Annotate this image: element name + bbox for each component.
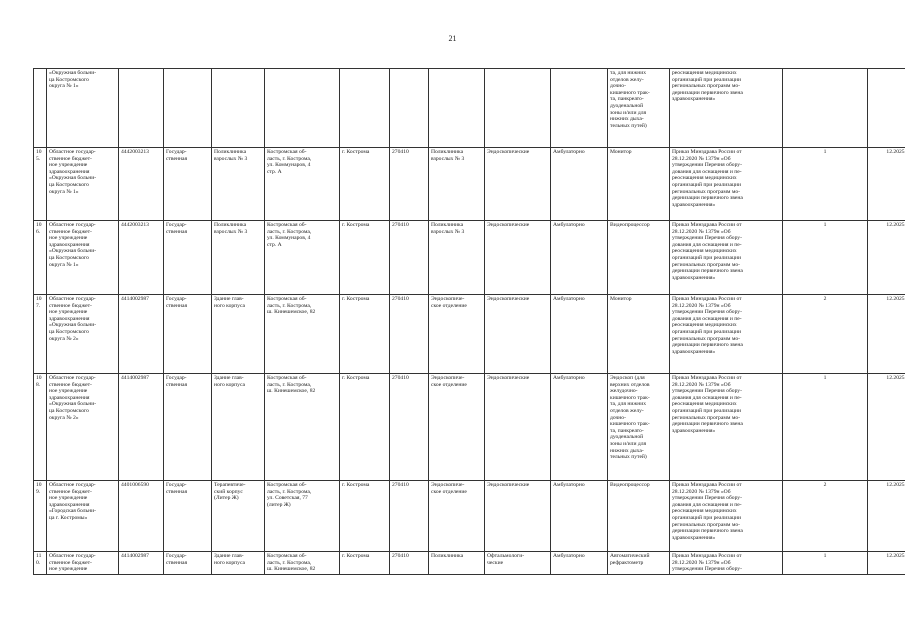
ownership-form-cell [164, 374, 212, 481]
building-cell-text: Здание глав- ного корпуса [214, 296, 245, 309]
building-cell [212, 148, 265, 221]
table-row [34, 295, 905, 374]
quantity-cell [783, 69, 868, 148]
care-type-cell [551, 221, 608, 295]
quantity-cell-text: 2 [823, 482, 827, 488]
basis-cell-text: Приказ Минздрава России от 28.12.2020 № 1379н «Об утверждении Перечня обору- дования для оснащения и пе- реоснащения медицинских организаций при реализации региональных программ мо- дернизации первичного звена здравоохранения» [672, 482, 743, 541]
row-number-text: 106. [36, 222, 42, 235]
row-number [34, 374, 47, 481]
deadline-cell-text: 12.2025 [886, 222, 905, 228]
equipment-cell [608, 148, 670, 221]
department-cell [429, 295, 485, 374]
deadline-cell [868, 69, 905, 148]
department-cell [429, 148, 485, 221]
department-cell-text: Поликлиника взрослых № 3 [431, 222, 465, 235]
building-cell [212, 69, 265, 148]
table-row [34, 69, 905, 148]
care-type-cell [551, 295, 608, 374]
equipment-cell [608, 374, 670, 481]
city-cell-text: г. Кострома [342, 296, 370, 302]
organization-cell [47, 148, 119, 221]
address-cell [265, 552, 340, 575]
row-number [34, 552, 47, 575]
building-cell-text: Терапевтиче- ский корпус (Литер Ж) [214, 482, 246, 502]
ownership-form-cell-text: Государ- ственная [166, 375, 188, 388]
quantity-cell [783, 481, 868, 552]
ownership-form-cell [164, 148, 212, 221]
building-cell [212, 374, 265, 481]
quantity-cell [783, 221, 868, 295]
organization-cell-text: Областное государ- ственное бюджет- ное учреждение здравоохранения «Окружная больни- ца Костромского округа № 1» [49, 222, 97, 268]
row-number [34, 481, 47, 552]
inn-cell-text: 4401006590 [121, 482, 149, 488]
deadline-cell-text: 12.2025 [886, 149, 905, 155]
code-cell [390, 481, 429, 552]
code-cell [390, 69, 429, 148]
code-cell-text: 270410 [392, 222, 409, 228]
profile-cell-text: Офтальмологи- ческие [487, 553, 525, 566]
department-cell [429, 374, 485, 481]
basis-cell [670, 481, 783, 552]
address-cell-text: Костромская об- ласть, г. Кострома, ш. Кинешемское, 82 [267, 296, 316, 316]
inn-cell [119, 221, 164, 295]
city-cell [340, 295, 390, 374]
city-cell-text: г. Кострома [342, 553, 370, 559]
department-cell-text: Поликлиника [431, 553, 464, 559]
quantity-cell [783, 374, 868, 481]
department-cell [429, 481, 485, 552]
deadline-cell [868, 295, 905, 374]
equipment-cell [608, 221, 670, 295]
inn-cell [119, 481, 164, 552]
care-type-cell-text: Амбулаторно [553, 222, 585, 228]
deadline-cell-text: 12.2025 [886, 553, 905, 559]
ownership-form-cell-text: Государ- ственная [166, 296, 188, 309]
care-type-cell [551, 148, 608, 221]
city-cell [340, 552, 390, 575]
organization-cell-text: Областное государ- ственное бюджет- ное учреждение здравоохранения «Окружная больни- ца Костромского округа № 2» [49, 296, 97, 342]
code-cell [390, 148, 429, 221]
table-row [34, 481, 905, 552]
department-cell-text: Эндоскопиче- ское отделение [431, 482, 467, 495]
deadline-cell-text: 12.2025 [886, 296, 905, 302]
department-cell-text: Эндоскопиче- ское отделение [431, 296, 467, 309]
inn-cell [119, 295, 164, 374]
row-number-text: 107. [36, 296, 42, 309]
equipment-cell [608, 481, 670, 552]
table-row [34, 221, 905, 295]
quantity-cell [783, 552, 868, 575]
building-cell-text: Поликлиника взрослых № 3 [214, 149, 248, 162]
address-cell-text: Костромская об- ласть, г. Кострома, ш. Кинешемское, 82 [267, 375, 316, 395]
basis-cell-text: Приказ Минздрава России от 28.12.2020 № 1379н «Об утверждении Перечня обору- дования для оснащения и пе- реоснащения медицинских организаций при реализации региональных программ мо- дернизации первичного звена здравоохранения» [672, 222, 743, 281]
profile-cell [485, 69, 551, 148]
department-cell-text: Поликлиника взрослых № 3 [431, 149, 465, 162]
basis-cell-text: Приказ Минздрава России от 28.12.2020 № 1379н «Об утверждении Перечня обору- дования для оснащения и пе- реоснащения медицинских организаций при реализации региональных программ мо- дернизации первичного звена здравоохранения» [672, 375, 743, 434]
inn-cell [119, 69, 164, 148]
table-row [34, 374, 905, 481]
care-type-cell-text: Амбулаторно [553, 553, 585, 559]
inn-cell-text: 4414002987 [121, 553, 149, 559]
basis-cell [670, 221, 783, 295]
address-cell [265, 69, 340, 148]
row-number [34, 148, 47, 221]
building-cell-text: Поликлиника взрослых № 3 [214, 222, 248, 235]
address-cell [265, 221, 340, 295]
city-cell-text: г. Кострома [342, 222, 370, 228]
department-cell [429, 221, 485, 295]
profile-cell [485, 481, 551, 552]
row-number-text: 110. [36, 553, 42, 566]
basis-cell-text: реоснащения медицинских организаций при реализации региональных программ мо- дернизации первичного звена здравоохранения» [672, 70, 743, 103]
code-cell-text: 270410 [392, 296, 409, 302]
city-cell [340, 148, 390, 221]
profile-cell [485, 552, 551, 575]
organization-cell [47, 481, 119, 552]
basis-cell [670, 148, 783, 221]
code-cell [390, 221, 429, 295]
city-cell [340, 221, 390, 295]
city-cell-text: г. Кострома [342, 375, 370, 381]
inn-cell-text: 4442003213 [121, 149, 149, 155]
organization-cell-text: Областное государ- ственное бюджет- ное учреждение здравоохранения «Окружная больни- ца Костромского округа № 2» [49, 375, 97, 421]
profile-cell-text: Эндоскопические [487, 296, 530, 302]
ownership-form-cell-text: Государ- ственная [166, 482, 188, 495]
code-cell-text: 270410 [392, 482, 409, 488]
equipment-cell [608, 295, 670, 374]
care-type-cell [551, 481, 608, 552]
address-cell-text: Костромская об- ласть, г. Кострома, ул. Коммунаров, 4 стр. А [267, 222, 312, 248]
care-type-cell [551, 552, 608, 575]
ownership-form-cell [164, 295, 212, 374]
building-cell [212, 295, 265, 374]
building-cell [212, 481, 265, 552]
building-cell [212, 221, 265, 295]
department-cell [429, 69, 485, 148]
basis-cell [670, 374, 783, 481]
code-cell-text: 270410 [392, 149, 409, 155]
equipment-cell [608, 552, 670, 575]
address-cell [265, 481, 340, 552]
organization-cell [47, 221, 119, 295]
table-row [34, 552, 905, 575]
address-cell [265, 295, 340, 374]
organization-cell [47, 69, 119, 148]
deadline-cell [868, 481, 905, 552]
ownership-form-cell [164, 481, 212, 552]
department-cell [429, 552, 485, 575]
row-number [34, 295, 47, 374]
quantity-cell-text: 1 [823, 375, 827, 381]
building-cell-text: Здание глав- ного корпуса [214, 553, 245, 566]
quantity-cell-text: 1 [823, 222, 827, 228]
deadline-cell-text: 12.2025 [886, 482, 905, 488]
care-type-cell-text: Амбулаторно [553, 296, 585, 302]
page-number: 21 [448, 34, 457, 43]
profile-cell [485, 221, 551, 295]
inn-cell [119, 374, 164, 481]
address-cell-text: Костромская об- ласть, г. Кострома, ш. Кинешемское, 82 [267, 553, 316, 573]
table-row [34, 148, 905, 221]
inn-cell-text: 4442003213 [121, 222, 149, 228]
care-type-cell-text: Амбулаторно [553, 149, 585, 155]
care-type-cell-text: Амбулаторно [553, 375, 585, 381]
row-number-text: 109. [36, 482, 42, 495]
equipment-cell-text: Видеопроцессор [610, 222, 650, 228]
row-number [34, 221, 47, 295]
profile-cell-text: Эндоскопические [487, 375, 530, 381]
inn-cell [119, 148, 164, 221]
profile-cell-text: Эндоскопические [487, 149, 530, 155]
code-cell-text: 270410 [392, 553, 409, 559]
city-cell [340, 481, 390, 552]
city-cell-text: г. Кострома [342, 149, 370, 155]
basis-cell [670, 552, 783, 575]
code-cell [390, 374, 429, 481]
profile-cell-text: Эндоскопические [487, 482, 530, 488]
quantity-cell-text: 1 [823, 149, 827, 155]
code-cell [390, 295, 429, 374]
profile-cell-text: Эндоскопические [487, 222, 530, 228]
city-cell [340, 374, 390, 481]
row-number [34, 69, 47, 148]
equipment-cell-text: Эндоскоп (для верхних отделов желудочно- кишечного трак- та, для нижних отделов желу- дочно- кишечного трак- та, панкреато- дуоденальной зоны и/или для нижних дыха- тельных путей) [610, 375, 650, 461]
basis-cell [670, 295, 783, 374]
profile-cell [485, 374, 551, 481]
deadline-cell-text: 12.2025 [886, 375, 905, 381]
equipment-cell-text: Монитор [610, 149, 632, 155]
building-cell-text: Здание глав- ного корпуса [214, 375, 245, 388]
city-cell-text: г. Кострома [342, 482, 370, 488]
organization-cell-text: Областное государ- ственное бюджет- ное учреждение здравоохранения «Городская больни- ца г. Костромы» [49, 482, 96, 521]
ownership-form-cell [164, 552, 212, 575]
inn-cell-text: 4414002987 [121, 375, 149, 381]
equipment-cell-text: Автоматический рефрактометр [610, 553, 650, 566]
equipment-cell-text: та, для нижних отделов желу- дочно- кишечного трак- та, панкреато- дуоденальной зоны и/или для нижних дыха- тельных путей) [610, 70, 650, 129]
quantity-cell-text: 2 [823, 296, 827, 302]
address-cell [265, 374, 340, 481]
organization-cell [47, 374, 119, 481]
care-type-cell [551, 374, 608, 481]
row-number-text: 108. [36, 375, 42, 388]
building-cell [212, 552, 265, 575]
inn-cell-text: 4414002987 [121, 296, 149, 302]
code-cell [390, 552, 429, 575]
quantity-cell [783, 148, 868, 221]
basis-cell-text: Приказ Минздрава России от 28.12.2020 № 1379н «Об утверждении Перечня обору- дования для оснащения и пе- реоснащения медицинских организаций при реализации региональных программ мо- дернизации первичного звена здравоохранения» [672, 296, 743, 355]
care-type-cell [551, 69, 608, 148]
city-cell [340, 69, 390, 148]
ownership-form-cell-text: Государ- ственная [166, 553, 188, 566]
address-cell-text: Костромская об- ласть, г. Кострома, ул. Коммунаров, 4 стр. А [267, 149, 312, 175]
code-cell-text: 270410 [392, 375, 409, 381]
organization-cell [47, 295, 119, 374]
deadline-cell [868, 221, 905, 295]
deadline-cell [868, 374, 905, 481]
deadline-cell [868, 552, 905, 575]
equipment-cell-text: Видеопроцессор [610, 482, 650, 488]
equipment-cell-text: Монитор [610, 296, 632, 302]
equipment-cell [608, 69, 670, 148]
organization-cell-text: «Окружная больни- ца Костромского округа № 1» [49, 70, 97, 90]
equipment-table [33, 68, 905, 575]
care-type-cell-text: Амбулаторно [553, 482, 585, 488]
organization-cell-text: Областное государ- ственное бюджет- ное учреждение [49, 553, 96, 573]
basis-cell [670, 69, 783, 148]
department-cell-text: Эндоскопиче- ское отделение [431, 375, 467, 388]
basis-cell-text: Приказ Минздрава России от 28.12.2020 № 1379н «Об утверждении Перечня обору- [672, 553, 742, 573]
organization-cell [47, 552, 119, 575]
quantity-cell [783, 295, 868, 374]
profile-cell [485, 295, 551, 374]
ownership-form-cell-text: Государ- ственная [166, 222, 188, 235]
organization-cell-text: Областное государ- ственное бюджет- ное учреждение здравоохранения «Окружная больни- ца Костромского округа № 1» [49, 149, 97, 195]
ownership-form-cell-text: Государ- ственная [166, 149, 188, 162]
basis-cell-text: Приказ Минздрава России от 28.12.2020 № 1379н «Об утверждении Перечня обору- дования для оснащения и пе- реоснащения медицинских организаций при реализации региональных программ мо- дернизации первичного звена здравоохранения» [672, 149, 743, 208]
address-cell [265, 148, 340, 221]
quantity-cell-text: 1 [823, 553, 827, 559]
row-number-text: 105. [36, 149, 42, 162]
ownership-form-cell [164, 221, 212, 295]
profile-cell [485, 148, 551, 221]
inn-cell [119, 552, 164, 575]
address-cell-text: Костромская об- ласть, г. Кострома, ул. Советская, 77 (литер Ж) [267, 482, 312, 508]
deadline-cell [868, 148, 905, 221]
ownership-form-cell [164, 69, 212, 148]
